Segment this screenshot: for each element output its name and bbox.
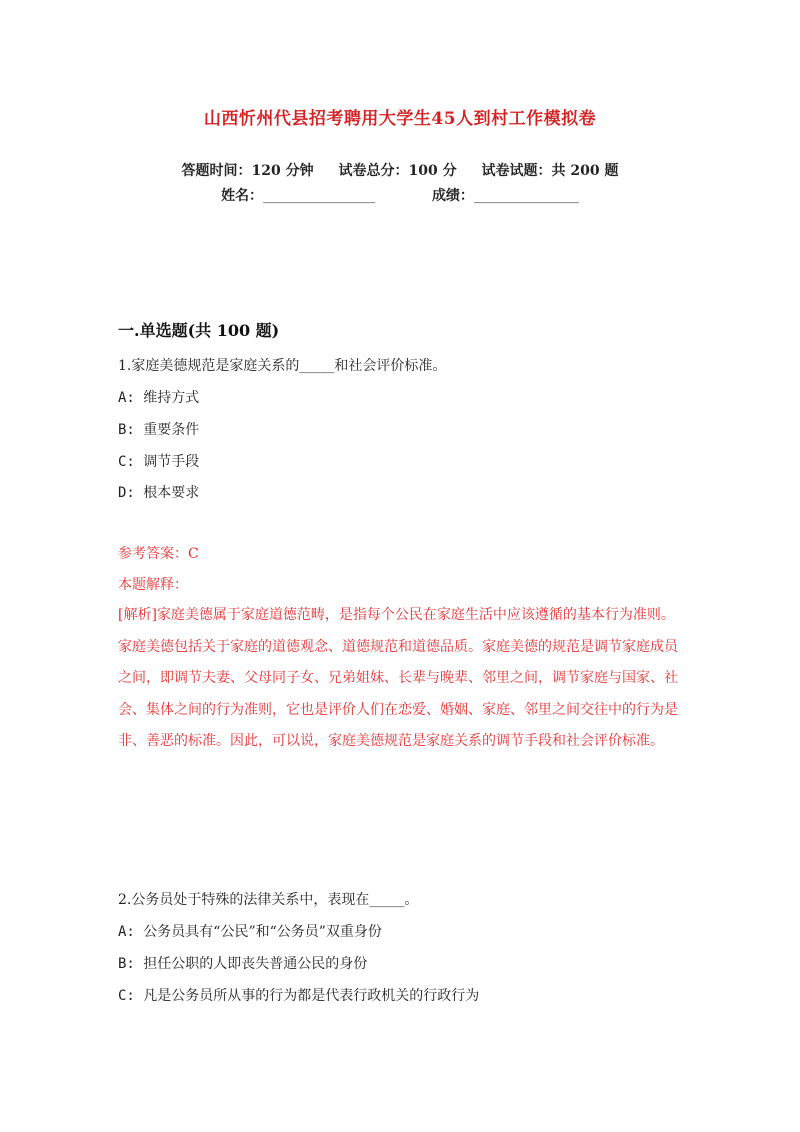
section-title: 一.单选题(共 100 题)	[118, 321, 280, 340]
question-2-option-c	[118, 985, 479, 1005]
option-key: A:	[118, 390, 135, 406]
option-text: 调节手段	[143, 454, 200, 470]
name-blank: ________________	[263, 188, 376, 204]
option-key: D:	[118, 485, 135, 501]
grade-blank: _______________	[473, 188, 579, 204]
grade-label: 成绩：	[431, 188, 474, 204]
name-label: 姓名：	[221, 188, 264, 204]
option-key: C:	[118, 454, 135, 470]
question-1-option-c	[118, 451, 199, 471]
question-1-answer: 参考答案：C	[118, 546, 199, 562]
option-text: 维持方式	[143, 390, 200, 406]
question-2-text: 2.公务员处于特殊的法律关系中，表现在_____。	[118, 892, 419, 908]
student-fields	[0, 185, 800, 205]
question-1-option-d	[118, 482, 199, 502]
option-key: B:	[118, 422, 135, 438]
time-label: 答题时间：120 分钟	[181, 163, 314, 179]
option-key: A:	[118, 924, 135, 940]
name-field	[221, 188, 375, 204]
option-text: 重要条件	[143, 422, 200, 438]
grade-field	[432, 188, 579, 204]
option-text: 根本要求	[143, 485, 200, 501]
option-text: 担任公职的人即丧失普通公民的身份	[143, 956, 368, 972]
question-1-explanation: [解析]家庭美德属于家庭道德范畴，是指每个公民在家庭生活中应该遵循的基本行为准则。家庭美德包括关于家庭的道德观念、道德规范和道德品质。家庭美德的规范是调节家庭成员之间，即调节夫妻、父母同子女、兄弟姐妹、长辈与晚辈、邻里之间，调节家庭与国家、社会、集体之间的行为准则，它也是评价人们在恋爱、婚姻、家庭、邻里之间交往中的行为是非、善恶的标准。因此，可以说，家庭美德规范是家庭关系的调节手段和社会评价标准。	[118, 607, 678, 749]
option-text: 公务员具有“公民”和“公务员”双重身份	[143, 924, 382, 940]
option-key: B:	[118, 956, 135, 972]
option-key: C:	[118, 988, 135, 1004]
question-2-option-b	[118, 953, 367, 973]
score-label: 试卷总分：100 分	[338, 163, 457, 179]
question-1-text: 1.家庭美德规范是家庭关系的_____和社会评价标准。	[118, 358, 447, 374]
page-title: 山西忻州代县招考聘用大学生45人到村工作模拟卷	[203, 109, 597, 129]
question-1-explain-label: 本题解释：	[118, 577, 188, 593]
count-label: 试卷试题：共 200 题	[481, 163, 619, 179]
question-2-option-a	[118, 921, 382, 941]
exam-meta	[0, 160, 800, 180]
option-text: 凡是公务员所从事的行为都是代表行政机关的行政行为	[143, 988, 480, 1004]
question-1-option-a	[118, 387, 199, 407]
question-1-option-b	[118, 419, 199, 439]
